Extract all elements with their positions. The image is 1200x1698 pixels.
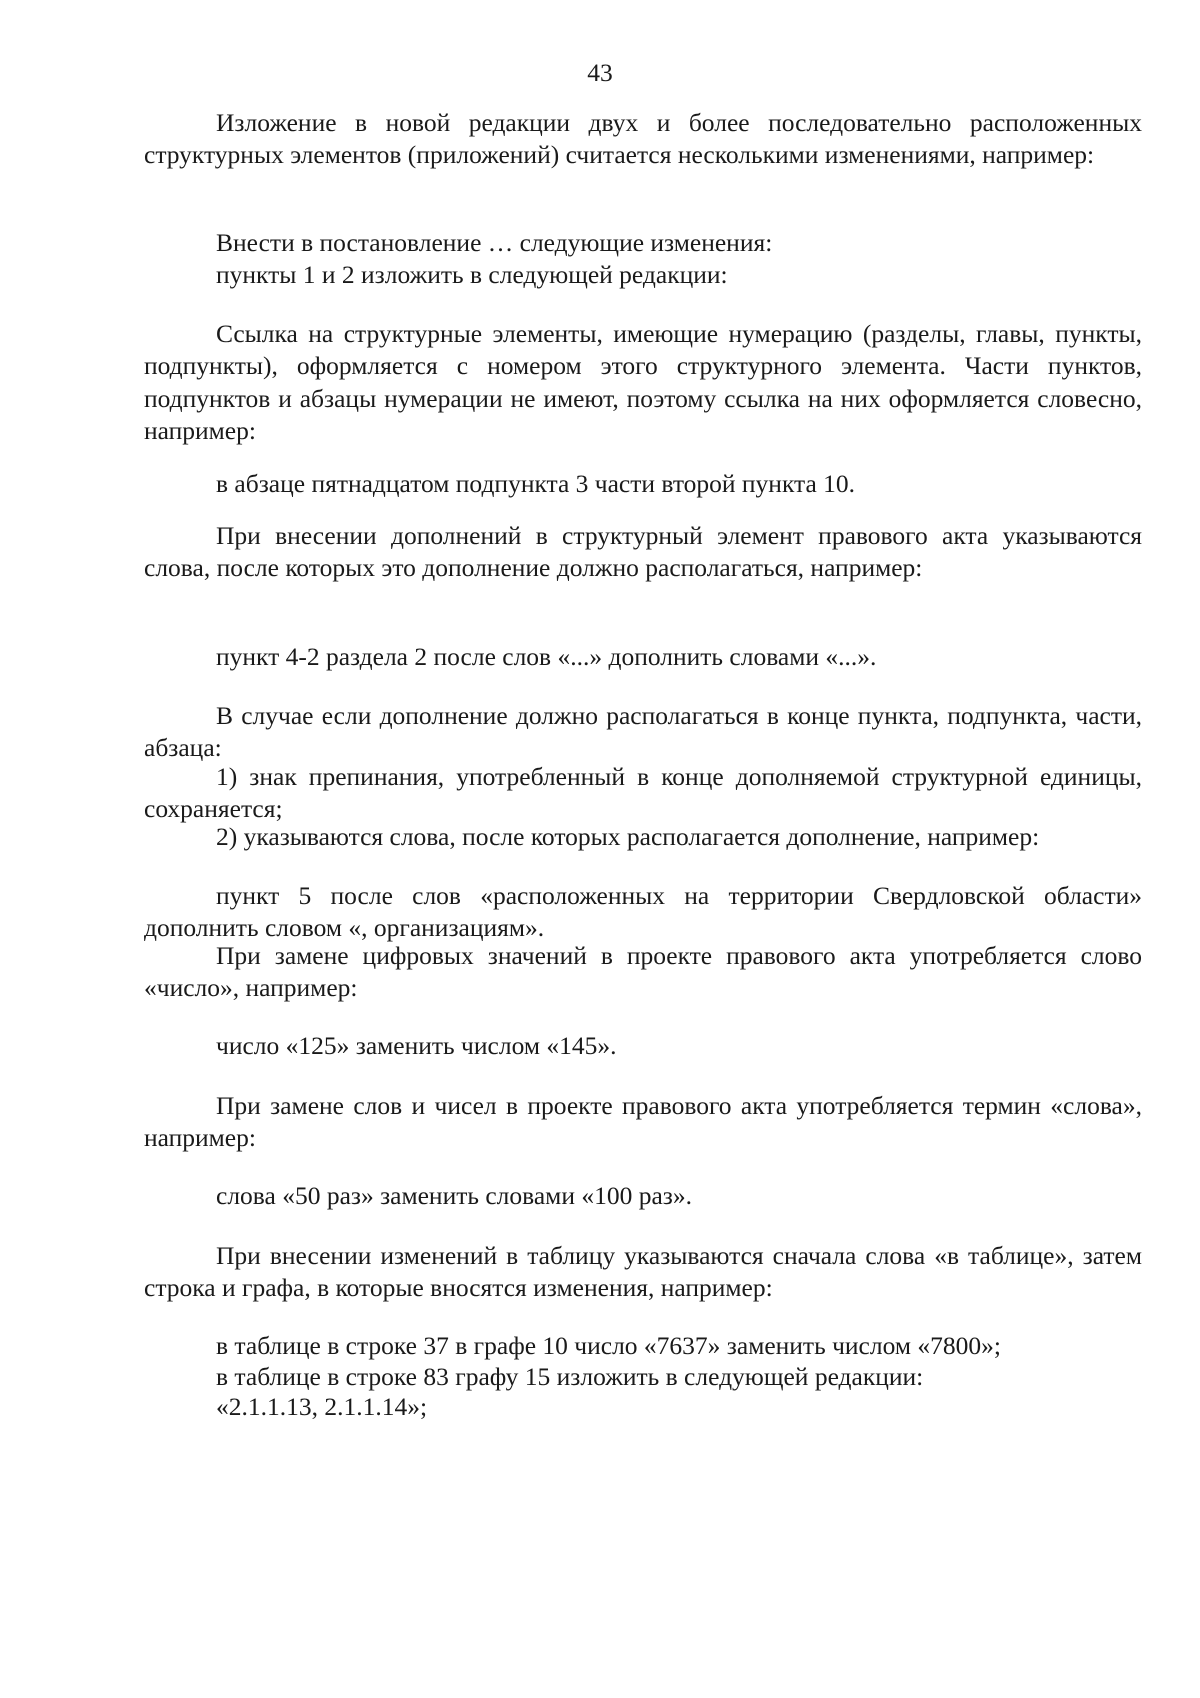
example-line-paragraph-reference: в абзаце пятнадцатом подпункта 3 части второй пункта 10. — [216, 469, 856, 498]
paragraph-additions: При внесении дополнений в структурный элемент правового акта указываются слова, после которых это дополнение должно располагаться, например: — [144, 521, 1142, 583]
page-number: 43 — [587, 58, 613, 87]
example-paragraph-point5: пункт 5 после слов «расположенных на территории Свердловской области» дополнить словом «, организациям». — [144, 881, 1142, 943]
list-item-words-before: 2) указываются слова, после которых располагается дополнение, например: — [216, 822, 1040, 851]
example-line-table-row37: в таблице в строке 37 в графе 10 число «7637» заменить числом «7800»; — [216, 1331, 1001, 1360]
example-line-table-row83: в таблице в строке 83 графу 15 изложить в следующей редакции: — [216, 1362, 924, 1391]
example-line-add-words: пункт 4-2 раздела 2 после слов «...» дополнить словами «...». — [216, 642, 877, 671]
paragraph-end-addition: В случае если дополнение должно располагаться в конце пункта, подпункта, части, абзаца: — [144, 701, 1142, 763]
example-line-words-replace: слова «50 раз» заменить словами «100 раз». — [216, 1181, 692, 1210]
paragraph-digit-replace: При замене цифровых значений в проекте правового акта употребляется слово «число», например: — [144, 941, 1142, 1003]
example-line-table-values: «2.1.1.13, 2.1.1.14»; — [216, 1392, 428, 1421]
example-line-amend-intro: Внести в постановление … следующие изменения: — [216, 228, 773, 257]
paragraph-words-replace: При замене слов и чисел в проекте правового акта употребляется термин «слова», например: — [144, 1091, 1142, 1153]
paragraph-table-changes: При внесении изменений в таблицу указываются сначала слова «в таблице», затем строка и графа, в которые вносятся изменения, например: — [144, 1241, 1142, 1303]
paragraph-new-edition: Изложение в новой редакции двух и более последовательно расположенных структурных элементов (приложений) считается несколькими изменениями, например: — [144, 108, 1142, 170]
list-item-punctuation: 1) знак препинания, употребленный в конце дополняемой структурной единицы, сохраняется; — [144, 762, 1142, 824]
paragraph-reference-elements: Ссылка на структурные элементы, имеющие нумерацию (разделы, главы, пункты, подпункты), оформляется с номером этого структурного элемента. Части пунктов, подпунктов и абзацы нумерации не имеют, поэтому ссылка на них оформляется словесно, например: — [144, 319, 1142, 446]
example-line-restate-points: пункты 1 и 2 изложить в следующей редакции: — [216, 260, 728, 289]
example-line-number-replace: число «125» заменить числом «145». — [216, 1031, 617, 1060]
